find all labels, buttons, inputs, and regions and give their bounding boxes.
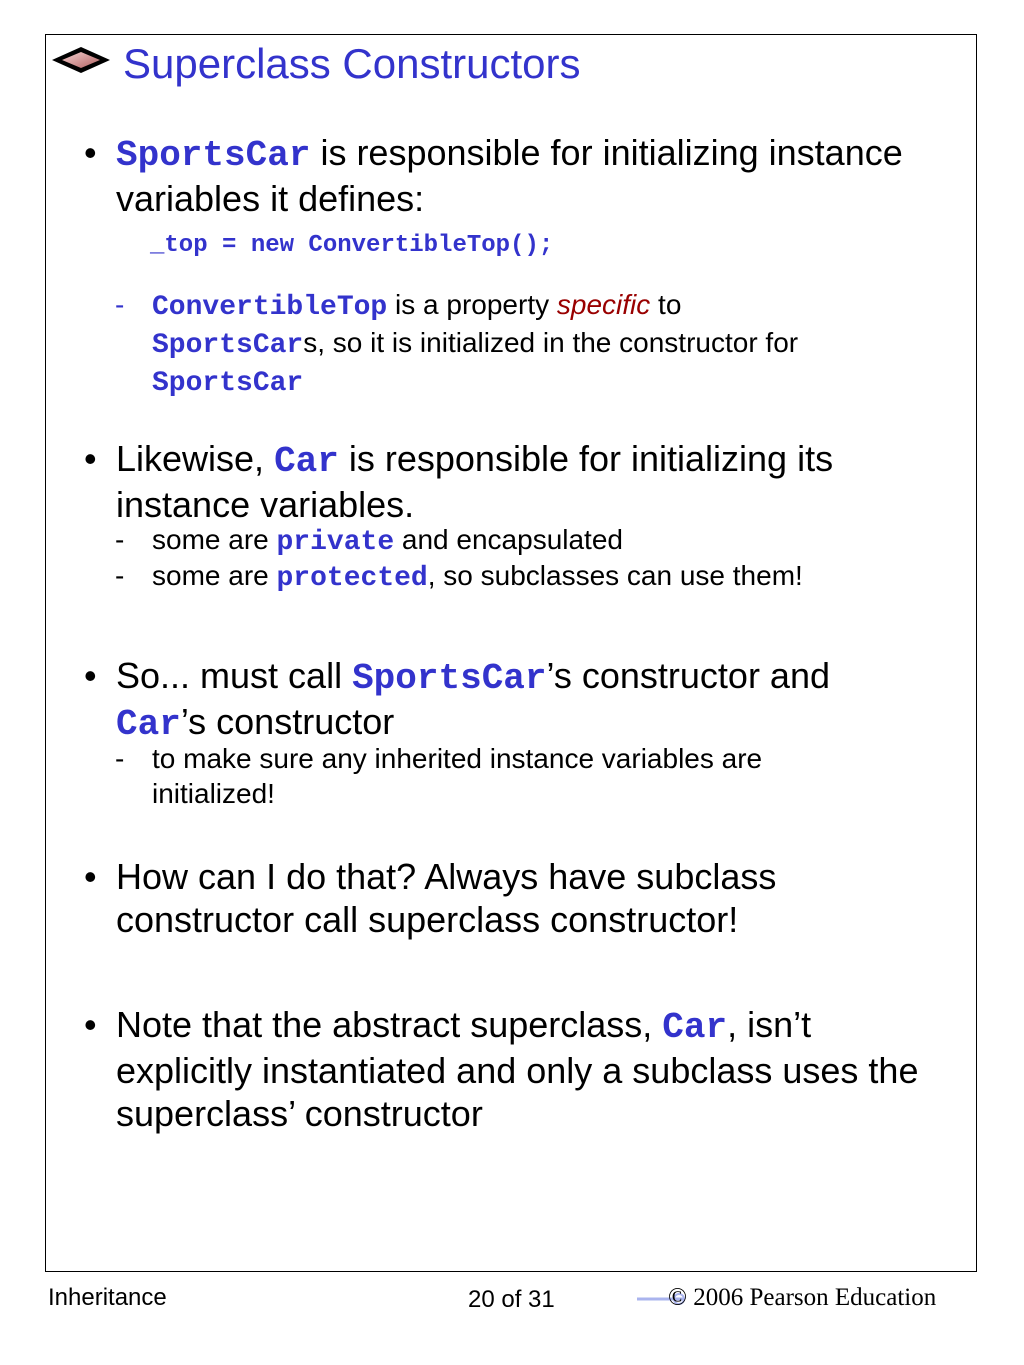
sub-private — [115, 522, 932, 560]
bullet-must-call-constructors — [84, 654, 946, 746]
code-sportscar: SportsCar — [116, 135, 311, 176]
bullet-dot: • — [84, 1004, 97, 1045]
copyright: © 2006 Pearson Education — [668, 1284, 937, 1311]
sub-convertibletop — [115, 287, 932, 401]
sub-text: some are protected, so subclasses can use them! — [152, 560, 803, 594]
sub-dash: - — [115, 524, 125, 555]
sub-text: to make sure any inherited instance variables are initialized! — [152, 743, 763, 809]
bullet-text: So... must call SportsCar’s constructor and Car’s constructor — [116, 655, 830, 745]
sub-dash: - — [115, 743, 125, 774]
specific-emphasis: specific — [556, 289, 651, 320]
diamond-bullet-icon — [50, 45, 112, 75]
sub-protected — [115, 558, 932, 596]
bullet-how-can-i — [84, 855, 876, 941]
page-number: 20 of 31 — [468, 1286, 555, 1313]
bullet-abstract-superclass — [84, 1003, 946, 1135]
bullet-dot: • — [84, 132, 97, 173]
bullet-sportscar-responsible — [84, 131, 946, 220]
bullet-text: SportsCar is responsible for initializing instance variables it defines: — [116, 132, 903, 219]
bullet-text: Likewise, Car is responsible for initializing its instance variables. — [116, 438, 834, 525]
slide-title: Superclass Constructors — [123, 40, 581, 87]
bullet-dot: • — [84, 856, 97, 897]
bullet-likewise-car — [84, 437, 946, 526]
bullet-dot: • — [84, 655, 97, 696]
footer-topic: Inheritance — [48, 1284, 167, 1311]
sub-text: some are private and encapsulated — [152, 524, 623, 558]
sub-inherited-initialized — [115, 741, 882, 811]
sub-text: ConvertibleTop is a property specific to SportsCars, so it is initialized in the constructor for SportsCar — [152, 289, 799, 399]
bullet-text: How can I do that? Always have subclass constructor call superclass constructor! — [116, 856, 777, 940]
bullet-dot: • — [84, 438, 97, 479]
sub-dash: - — [115, 560, 125, 591]
bullet-text: Note that the abstract superclass, Car, isn’t explicitly instantiated and only a subclass uses the superclass’ constructor — [116, 1004, 919, 1134]
code-example: _top = new ConvertibleTop(); — [150, 232, 554, 259]
sub-dash: - — [115, 289, 125, 320]
